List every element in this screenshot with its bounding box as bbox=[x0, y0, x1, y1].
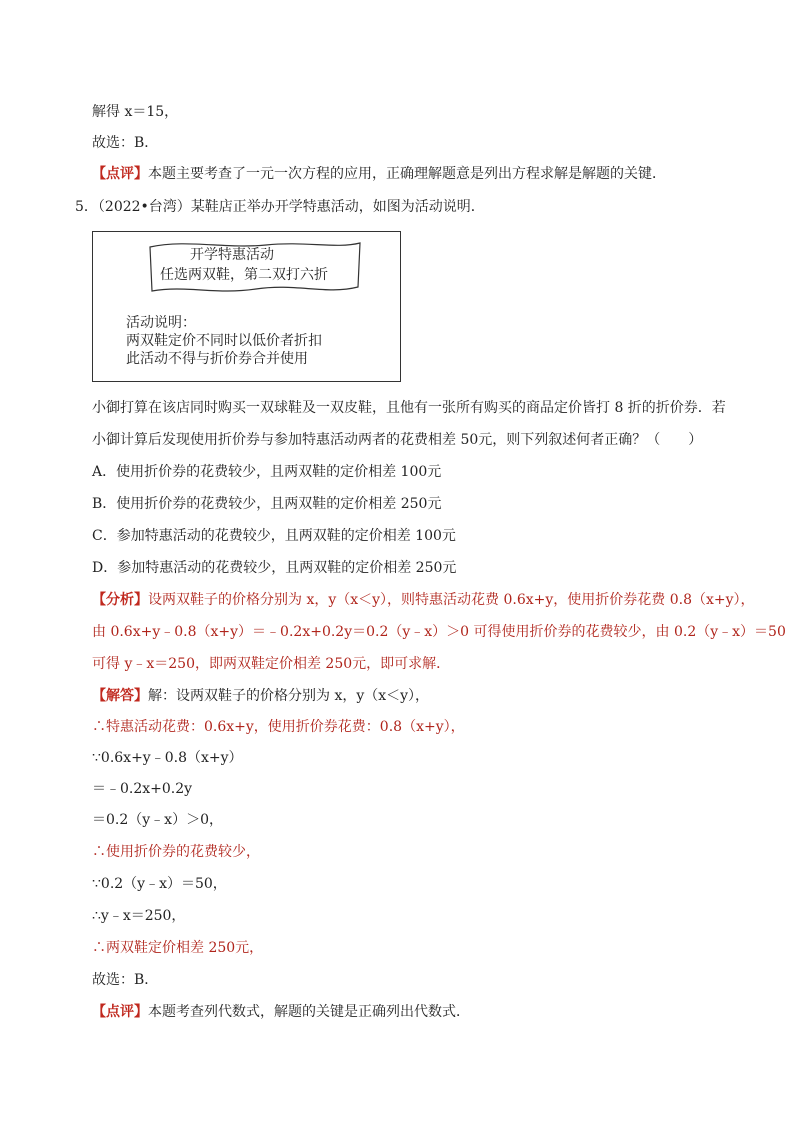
analysis-line-3: 可得 y﹣x＝250，即两双鞋定价相差 250元，即可求解． bbox=[92, 656, 451, 672]
review-text: 本题主要考查了一元一次方程的应用，正确理解题意是列出方程求解是解题的关键． bbox=[148, 166, 666, 182]
final-review-line bbox=[92, 1002, 470, 1022]
solution-step-4: ＝0.2（y﹣x）＞0， bbox=[92, 812, 223, 828]
final-choice-line: 故选：B． bbox=[92, 972, 159, 988]
analysis-text-1: 设两双鞋子的价格分别为 x，y（x＜y），则特惠活动花费 0.6x+y，使用折价券花费 0.8（x+y）， bbox=[148, 592, 755, 608]
question-stem: 某鞋店正举办开学特惠活动，如图为活动说明． bbox=[190, 199, 485, 215]
question-body-line-2: 小御计算后发现使用折价券与参加特惠活动两者的花费相差 50元，则下列叙述何者正确？（ ） bbox=[92, 432, 703, 448]
banner-title: 开学特惠活动 bbox=[190, 247, 274, 263]
analysis-tag: 【分析】 bbox=[92, 592, 148, 608]
final-review-tag: 【点评】 bbox=[92, 1004, 148, 1020]
review-line bbox=[92, 164, 666, 184]
final-review-text: 本题考查列代数式，解题的关键是正确列出代数式． bbox=[148, 1004, 470, 1020]
solution-line bbox=[92, 686, 429, 706]
question-body-line-1: 小御打算在该店同时购买一双球鞋及一双皮鞋，且他有一张所有购买的商品定价皆打 8 折的折价券．若 bbox=[92, 400, 726, 416]
option-a: A．使用折价券的花费较少，且两双鞋的定价相差 100元 bbox=[92, 464, 442, 480]
note-line-1: 两双鞋定价不同时以低价者折扣 bbox=[126, 333, 322, 349]
question-number: 5． bbox=[75, 199, 98, 215]
analysis-line-2: 由 0.6x+y﹣0.8（x+y）＝﹣0.2x+0.2y＝0.2（y﹣x）＞0 可得使用折价券的花费较少，由 0.2（y﹣x）＝50 bbox=[92, 624, 786, 640]
banner-subtitle: 任选两双鞋，第二双打六折 bbox=[160, 267, 328, 283]
question-header bbox=[75, 197, 485, 217]
solution-intro: 解：设两双鞋子的价格分别为 x，y（x＜y）， bbox=[148, 688, 430, 704]
solution-step-8: ∴两双鞋定价相差 250元， bbox=[92, 940, 264, 956]
option-b: B．使用折价券的花费较少，且两双鞋的定价相差 250元 bbox=[92, 496, 442, 512]
answer-choice-line: 故选：B． bbox=[92, 135, 159, 151]
solution-tag: 【解答】 bbox=[92, 688, 148, 704]
solution-step-1: ∴特惠活动花费：0.6x+y，使用折价券花费：0.8（x+y）， bbox=[92, 719, 465, 735]
solution-step-2: ∵0.6x+y﹣0.8（x+y） bbox=[92, 750, 243, 766]
solution-step-6: ∵0.2（y﹣x）＝50， bbox=[92, 876, 227, 892]
option-c: C．参加特惠活动的花费较少，且两双鞋的定价相差 100元 bbox=[92, 528, 456, 544]
analysis-line-1 bbox=[92, 590, 755, 610]
question-source: （2022•台湾） bbox=[97, 199, 191, 215]
note-title: 活动说明： bbox=[126, 315, 196, 331]
note-line-2: 此活动不得与折价券合并使用 bbox=[126, 351, 308, 367]
option-d: D．参加特惠活动的花费较少，且两双鞋的定价相差 250元 bbox=[92, 560, 457, 576]
solution-step-5: ∴使用折价券的花费较少， bbox=[92, 844, 260, 860]
solution-step-7: ∴y﹣x＝250， bbox=[92, 908, 186, 924]
solved-line: 解得 x＝15， bbox=[92, 104, 179, 120]
solution-step-3: ＝﹣0.2x+0.2y bbox=[92, 781, 193, 797]
review-tag: 【点评】 bbox=[92, 166, 148, 182]
